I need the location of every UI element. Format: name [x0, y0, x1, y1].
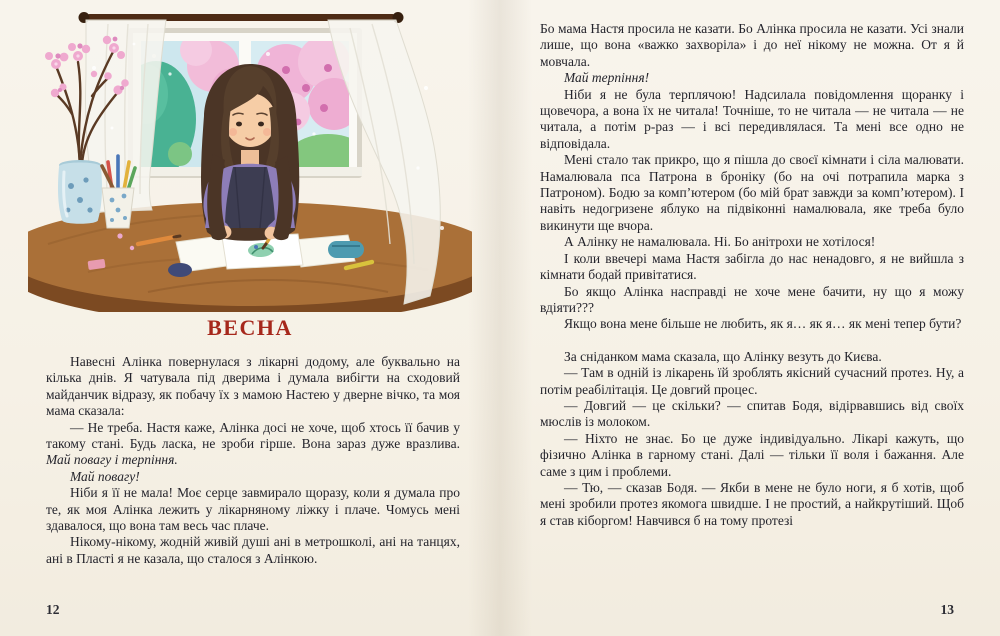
paragraph: Навесні Алінка повернулася з лікарні додому, але буквально на кілька днів. Я чатувала під дверима і думала вибігти на сходовий майданчик відразу, як побачу їх з мамою Настею у дверне вічко, та моя мама сказала:	[46, 354, 460, 419]
right-text-block	[540, 21, 964, 529]
paragraph: — Не треба. Настя каже, Алінка досі не хоче, щоб хтось її бачив у такому стані. Будь ласка, не зроби гірше. Вона зараз дуже вразлива. Май повагу і терпіння.	[46, 419, 460, 468]
paragraph: Ніби я її не мала! Моє серце завмирало щоразу, коли я думала про те, як моя Алінка лежить у лікарняному ліжку і плаче. Чомусь мені здавалося, що вона там весь час плаче.	[46, 485, 460, 534]
paragraph: Май повагу!	[70, 468, 140, 484]
paragraph: Нікому-нікому, жодній живій душі ані в метрошколі, ані на танцях, ані в Пласті я не казала, що сталося з Алінкою.	[46, 534, 460, 566]
paragraph: І коли ввечері мама Настя забігла до нас ненадовго, я не вийшла з кімнати бодай привітатися.	[540, 250, 964, 283]
paragraph: — Там в одній із лікарень їй зроблять якісний сучасний протез. Ну, а потім реабілітація. Це довгий процес.	[540, 365, 964, 397]
page-number-left: 12	[46, 602, 60, 617]
illustration	[28, 4, 472, 312]
paragraph: Мені стало так прикро, що я пішла до своєї кімнати і сіла малювати. Намалювала пса Патрона в броніку (бо на очі потрапила марка з Патроном). Бодю за компʼютером (бо мій брат завжди за компʼютером). І навіть недогризене яблуко на підвіконні намалювала, яке треба було викинути ще вчора.	[540, 152, 964, 233]
paragraph: Ніби я не була терплячою! Надсилала повідомлення щоранку і щовечора, а вона їх не читала! Точніше, то не читала — не читала — не читала, а потім р-раз — і всі передивлялася. Та мені все одно не відповідала.	[540, 86, 964, 151]
paragraph: Якщо вона мене більше не любить, як я… як я… як мені тепер бути?	[564, 316, 962, 332]
paragraph: За сніданком мама сказала, що Алінку везуть до Києва.	[564, 348, 882, 364]
paragraph: — Ніхто не знає. Бо це дуже індивідуально. Лікарі кажуть, що фізично Алінка в гарному стані. Далі — тільки її воля і бажання. Але саме з цим і проблеми.	[540, 430, 964, 479]
left-text-block	[46, 354, 460, 567]
paragraph: — Тю, — сказав Бодя. — Якби в мене не було ноги, я б хотів, щоб мені зробили протез якомога швидше. І не простий, а найкрутіший. Щоб я став кіборгом! Навчився б на тому протезі	[540, 479, 964, 528]
paragraph: А Алінку не намалювала. Ні. Бо анітрохи не хотілося!	[564, 234, 876, 250]
page-right	[500, 0, 1000, 636]
spring-drawing-illustration	[28, 4, 472, 312]
paragraph: Бо мама Настя просила не казати. Бо Алінка просила не казати. Усі знали лише, що вона «важко захворіла» і до неї нікому не можна. От я й мовчала.	[540, 21, 964, 69]
paragraph: Май терпіння!	[564, 70, 650, 86]
chapter-title: ВЕСНА	[207, 315, 293, 340]
paragraph: Бо якщо Алінка насправді не хоче мене бачити, ну що я можу вдіяти???	[540, 283, 964, 315]
girl-drawing	[201, 64, 299, 248]
page-number-right: 13	[940, 602, 954, 617]
paragraph: — Довгий — це скільки? — спитав Бодя, відірвавшись від своїх мюслів із молоком.	[540, 397, 964, 430]
